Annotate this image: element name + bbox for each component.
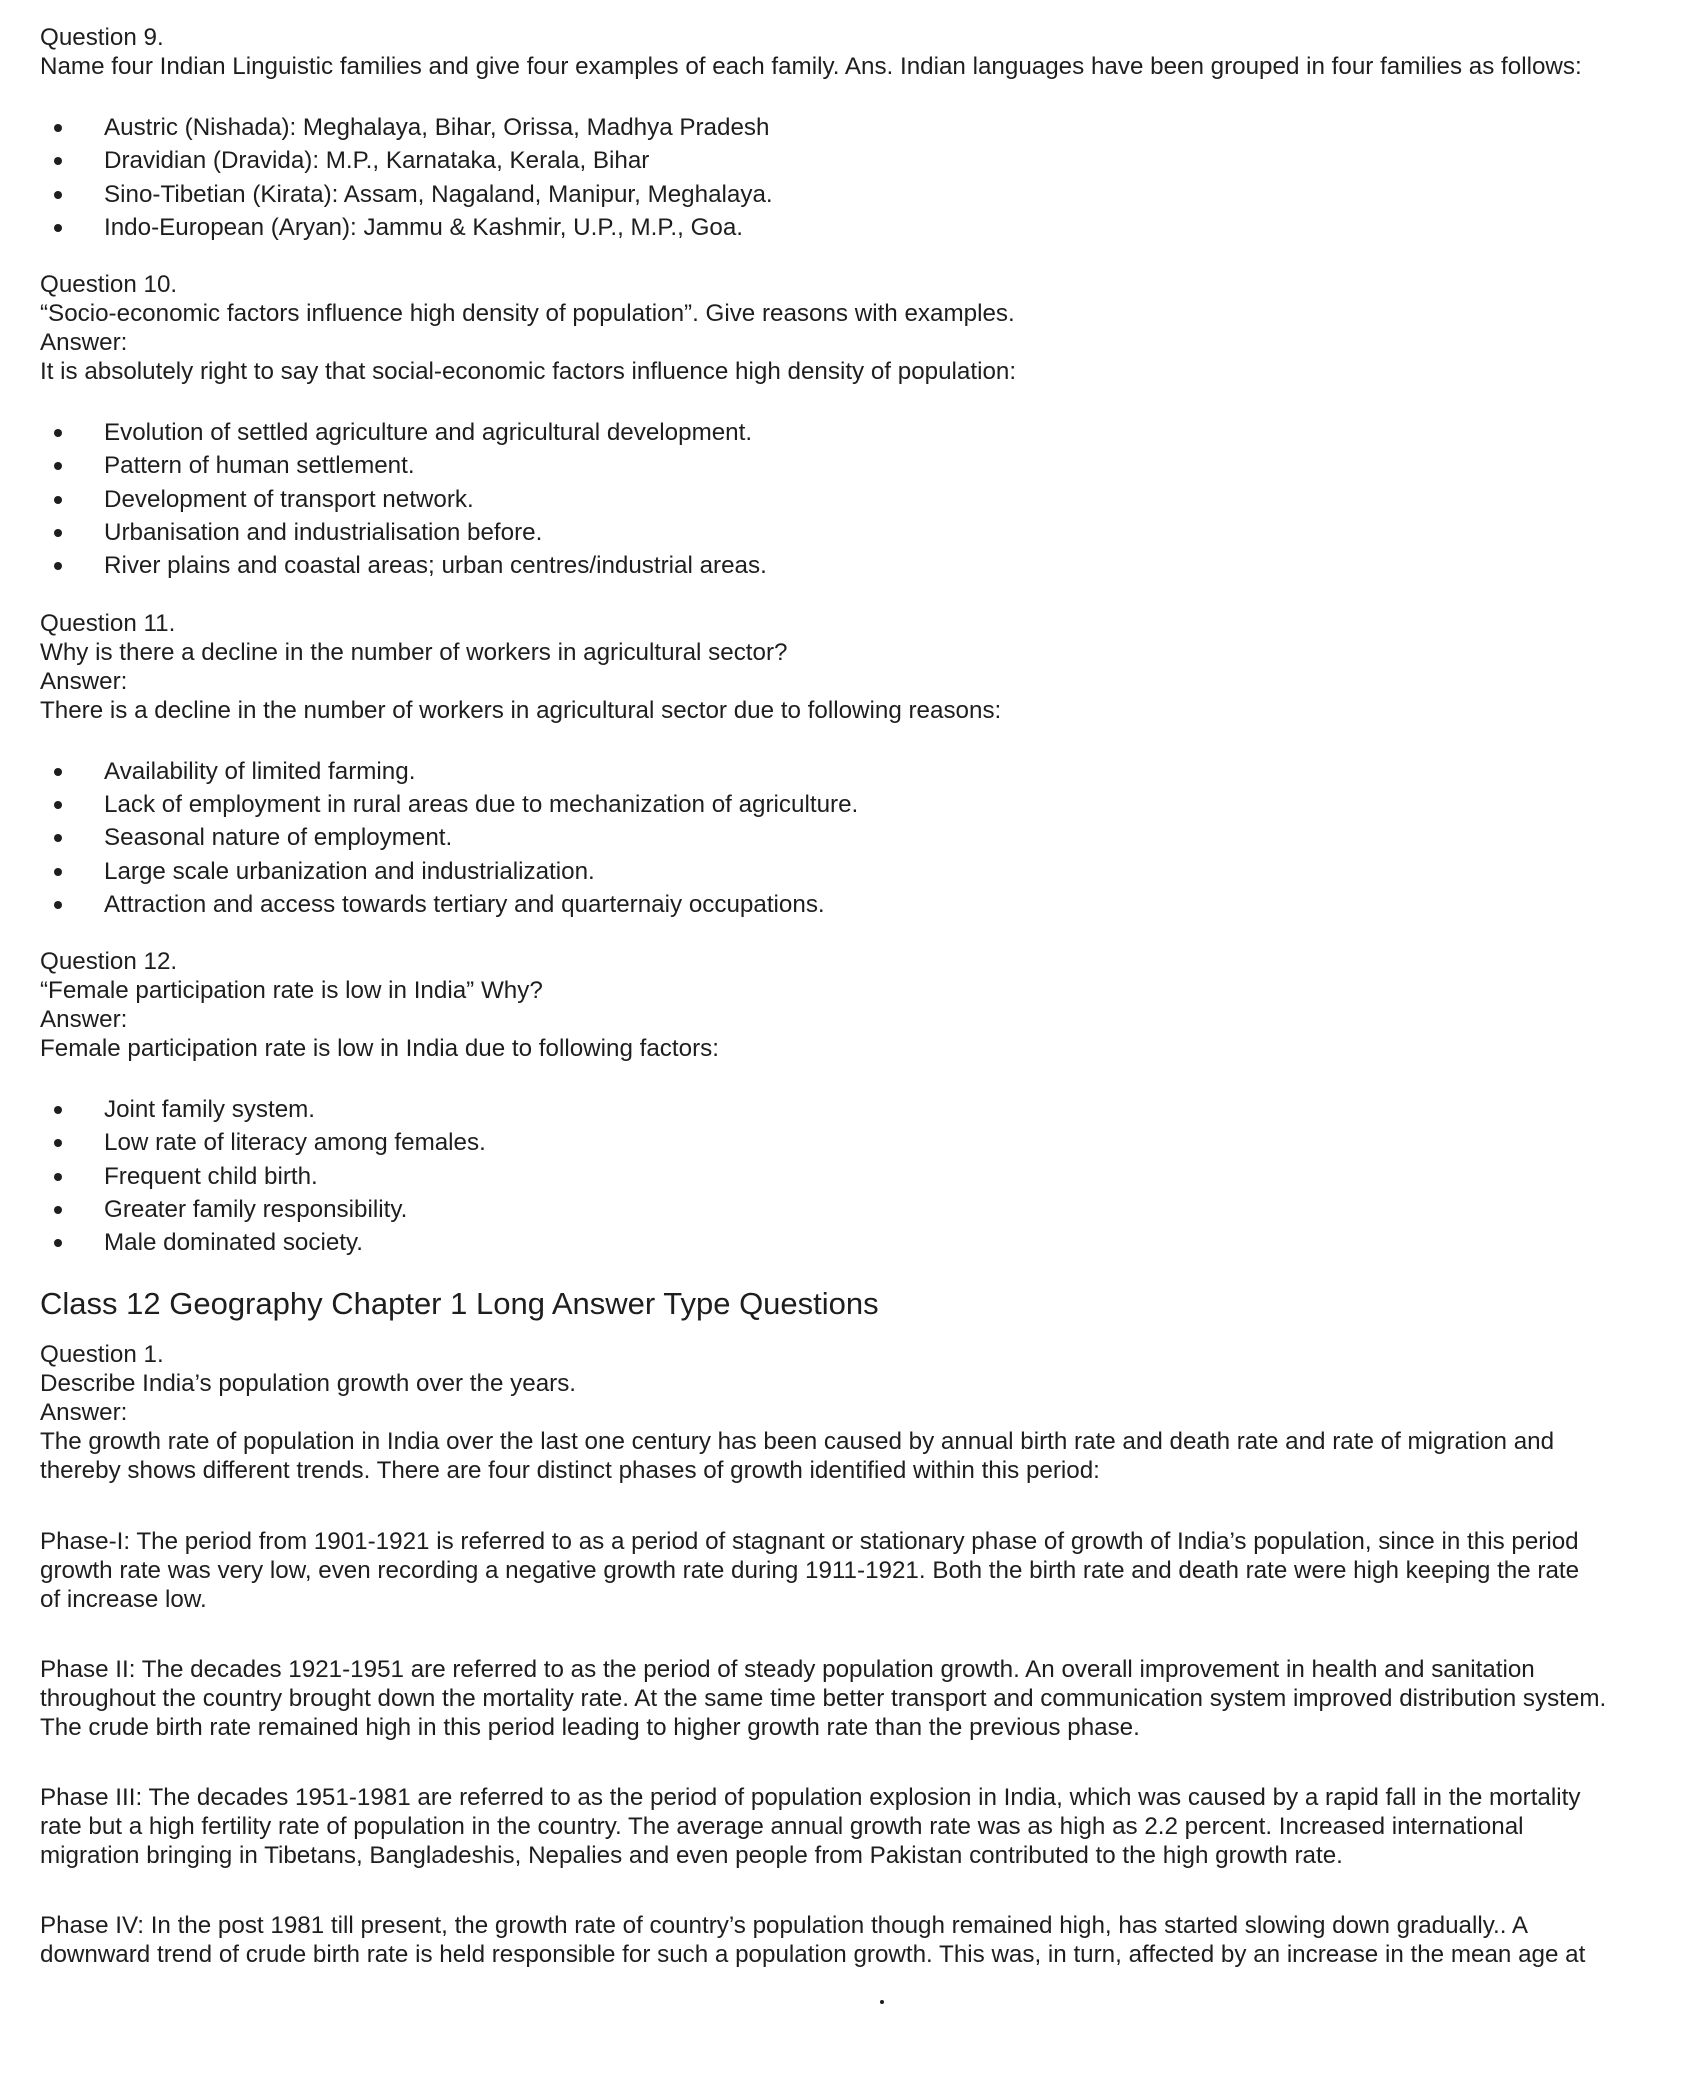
- phase-3-paragraph: Phase III: The decades 1951-1981 are referred to as the period of population explosion in India, which was caused by a rapid fall in the mortality rate but a high fertility rate of population in the country. The average annual growth rate was as high as 2.2 percent. Increased international migration bringing in Tibetans, Bangladeshis, Nepalies and even people from Pakistan contributed to the high growth rate.: [40, 1783, 1581, 1869]
- list-item: River plains and coastal areas; urban centres/industrial areas.: [40, 549, 1680, 582]
- answer-label: Answer:: [40, 1006, 128, 1034]
- list-item: Urbanisation and industrialisation before.: [40, 516, 1680, 549]
- answer-label: Answer:: [40, 329, 128, 357]
- bullet-icon: [54, 191, 62, 199]
- answer-intro: Female participation rate is low in India due to following factors:: [40, 1035, 719, 1063]
- answer-intro: It is absolutely right to say that social-economic factors influence high density of population:: [40, 358, 1017, 386]
- bullet-list: [40, 1093, 1680, 1259]
- list-item: Frequent child birth.: [40, 1160, 1680, 1193]
- question-9: [40, 23, 1680, 81]
- list-item: Low rate of literacy among females.: [40, 1126, 1680, 1159]
- bullet-icon: [54, 1206, 62, 1214]
- list-item: Evolution of settled agriculture and agricultural development.: [40, 416, 1680, 449]
- question-text: “Female participation rate is low in India” Why?: [40, 977, 543, 1005]
- question-text: Name four Indian Linguistic families and give four examples of each family. Ans. Indian languages have been grouped in four families as follows:: [40, 53, 1582, 80]
- question-title: Question 1.: [40, 1340, 164, 1368]
- bullet-icon: [54, 901, 62, 909]
- answer-intro: The growth rate of population in India over the last one century has been caused by annual birth rate and death rate and rate of migration and thereby shows different trends. There are four distinct phases of growth identified within this period:: [40, 1427, 1555, 1484]
- document-page: [40, 23, 1680, 1969]
- bullet-icon: [54, 529, 62, 537]
- stray-mark: [880, 2000, 884, 2004]
- section-heading: Class 12 Geography Chapter 1 Long Answer Type Questions: [40, 1285, 879, 1321]
- phase-4-paragraph: Phase IV: In the post 1981 till present, the growth rate of country’s population though remained high, has started slowing down gradually.. A downward trend of crude birth rate is held responsible for such a population growth. This was, in turn, affected by an increase in the mean age at: [40, 1911, 1586, 1968]
- bullet-icon: [54, 496, 62, 504]
- list-item: Indo-European (Aryan): Jammu & Kashmir, U.P., M.P., Goa.: [40, 211, 1680, 244]
- question-text: Why is there a decline in the number of workers in agricultural sector?: [40, 638, 788, 666]
- question-text: “Socio-economic factors influence high density of population”. Give reasons with examples.: [40, 300, 1015, 328]
- list-item: Attraction and access towards tertiary and quarternaiy occupations.: [40, 888, 1680, 921]
- bullet-icon: [54, 157, 62, 165]
- list-item: Availability of limited farming.: [40, 755, 1680, 788]
- question-11: [40, 609, 1680, 725]
- bullet-icon: [54, 801, 62, 809]
- phase-1-paragraph: Phase-I: The period from 1901-1921 is referred to as a period of stagnant or stationary phase of growth of India’s population, since in this period growth rate was very low, even recording a negative growth rate during 1911-1921. Both the birth rate and death rate were high keeping the rate of increase low.: [40, 1527, 1580, 1613]
- question-10: [40, 270, 1680, 386]
- long-question-1: [40, 1340, 1680, 1485]
- bullet-icon: [54, 868, 62, 876]
- answer-intro: There is a decline in the number of workers in agricultural sector due to following reasons:: [40, 696, 1002, 724]
- bullet-list: [40, 416, 1680, 582]
- list-item: Joint family system.: [40, 1093, 1680, 1126]
- bullet-list: [40, 755, 1680, 921]
- question-title: Question 11.: [40, 609, 176, 637]
- list-item: Lack of employment in rural areas due to mechanization of agriculture.: [40, 788, 1680, 821]
- question-title: Question 9.: [40, 24, 164, 51]
- bullet-icon: [54, 562, 62, 570]
- bullet-list: [40, 111, 1680, 244]
- bullet-icon: [54, 429, 62, 437]
- answer-label: Answer:: [40, 667, 128, 695]
- bullet-icon: [54, 1106, 62, 1114]
- bullet-icon: [54, 768, 62, 776]
- answer-label: Answer:: [40, 1398, 128, 1426]
- bullet-icon: [54, 1173, 62, 1181]
- list-item: Seasonal nature of employment.: [40, 821, 1680, 854]
- list-item: Large scale urbanization and industrialization.: [40, 855, 1680, 888]
- list-item: Development of transport network.: [40, 483, 1680, 516]
- question-text: Describe India’s population growth over the years.: [40, 1369, 577, 1397]
- bullet-icon: [54, 834, 62, 842]
- bullet-icon: [54, 1139, 62, 1147]
- question-12: [40, 947, 1680, 1063]
- list-item: Male dominated society.: [40, 1226, 1680, 1259]
- list-item: Dravidian (Dravida): M.P., Karnataka, Kerala, Bihar: [40, 144, 1680, 177]
- bullet-icon: [54, 1239, 62, 1247]
- bullet-icon: [54, 124, 62, 132]
- question-title: Question 12.: [40, 948, 178, 976]
- question-title: Question 10.: [40, 271, 178, 299]
- list-item: Pattern of human settlement.: [40, 449, 1680, 482]
- list-item: Greater family responsibility.: [40, 1193, 1680, 1226]
- phase-2-paragraph: Phase II: The decades 1921-1951 are referred to as the period of steady population growth. An overall improvement in health and sanitation throughout the country brought down the mortality rate. At the same time better transport and communication system improved distribution system. The crude birth rate remained high in this period leading to higher growth rate than the previous phase.: [40, 1655, 1607, 1741]
- list-item: Austric (Nishada): Meghalaya, Bihar, Orissa, Madhya Pradesh: [40, 111, 1680, 144]
- bullet-icon: [54, 462, 62, 470]
- bullet-icon: [54, 224, 62, 232]
- list-item: Sino-Tibetian (Kirata): Assam, Nagaland, Manipur, Meghalaya.: [40, 178, 1680, 211]
